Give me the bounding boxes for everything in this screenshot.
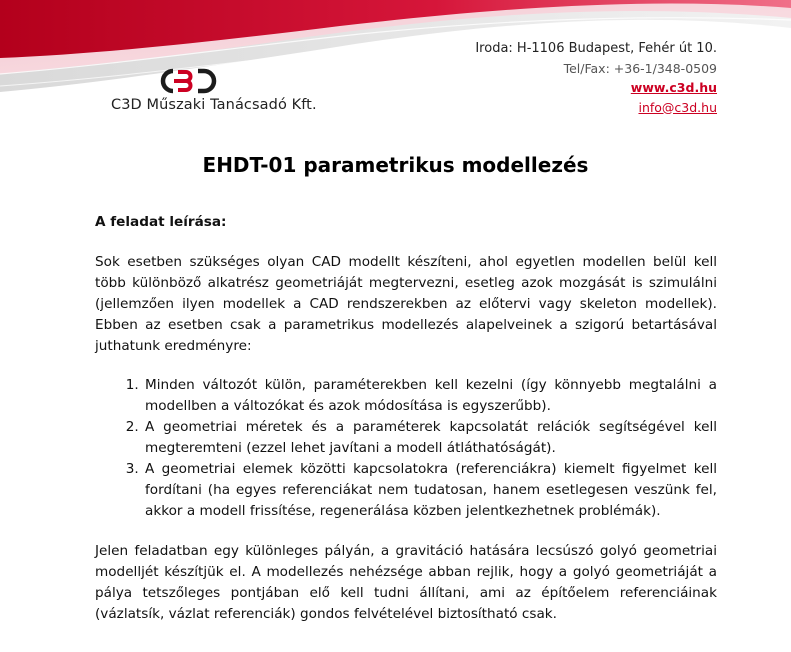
list-item: 2. A geometriai méretek és a paraméterek kapcsolatát relációk segítségével kell megteremteni (ezzel lehet javítani a modell átláthatóságát). bbox=[143, 417, 717, 459]
c3d-logo-icon bbox=[160, 68, 220, 94]
document-title: EHDT-01 parametrikus modellezés bbox=[202, 153, 589, 177]
office-address: Iroda: H-1106 Budapest, Fehér út 10. bbox=[475, 41, 717, 56]
company-name: C3D Műszaki Tanácsadó Kft. bbox=[111, 97, 317, 113]
document-body bbox=[95, 212, 717, 639]
list-item: 3. A geometriai elemek közötti kapcsolatokra (referenciákra) kiemelt figyelmet kell fordítani (ha egyes referenciákat nem tudatosan, hanem esetlegesen veszünk fel, akkor a modell frissítése, regenerálása közben jelentkezhetnek problémák). bbox=[143, 459, 717, 522]
list-item: 1. Minden változót külön, paraméterekben kell kezelni (így könnyebb megtalálni a modellben a változókat és azok módosítása is egyszerűbb). bbox=[143, 375, 717, 417]
contact-block bbox=[475, 39, 717, 117]
principles-list bbox=[95, 375, 717, 522]
email-link[interactable]: info@c3d.hu bbox=[638, 99, 717, 115]
website-link[interactable]: www.c3d.hu bbox=[630, 80, 717, 95]
phone-fax: Tel/Fax: +36-1/348-0509 bbox=[563, 60, 717, 76]
section-title: A feladat leírása: bbox=[95, 214, 227, 230]
closing-paragraph: Jelen feladatban egy különleges pályán, a gravitáció hatására lecsúszó golyó geometriai modelljét készítjük el. A modellezés nehézsége abban rejlik, hogy a golyó geometriáját a pálya tetszőleges pontjában elő kell tudni állítani, ami az építőelem referenciáinak (vázlatsík, vázlat referenciák) gondos felvételével biztosítható csak. bbox=[95, 543, 717, 622]
intro-paragraph: Sok esetben szükséges olyan CAD modellt készíteni, ahol egyetlen modellen belül kell több különböző alkatrész geometriáját megtervezni, esetleg azok mozgását is szimulálni (jellemzően ilyen modellek a CAD rendszerekben az előtervi vagy skeleton modellek). Ebben az esetben csak a parametrikus modellezés alapelveinek a szigorú betartásával juthatunk eredményre: bbox=[95, 254, 717, 354]
